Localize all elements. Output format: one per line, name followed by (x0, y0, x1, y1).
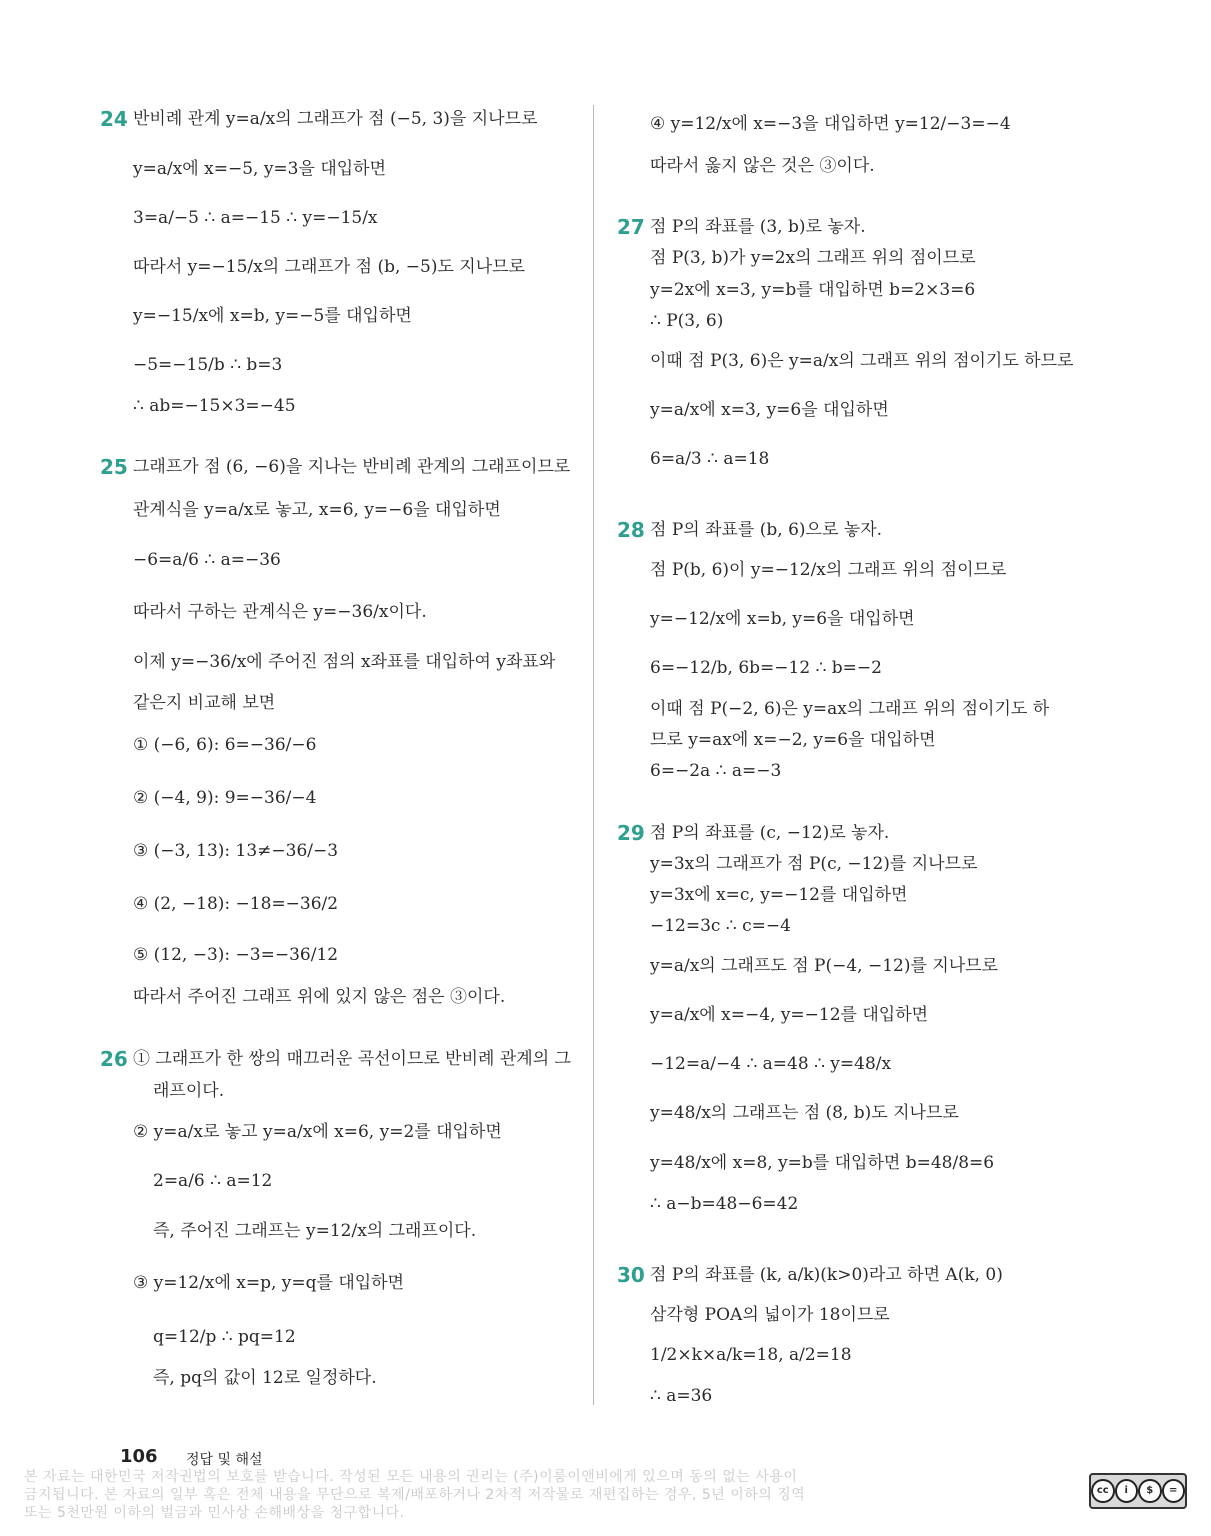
solution-line: 6=−12/b, 6b=−12 ∴ b=−2 (650, 658, 882, 678)
solution-line: 점 P의 좌표를 (3, b)로 놓자. (650, 217, 866, 237)
solution-line: 점 P(3, b)가 y=2x의 그래프 위의 점이므로 (650, 248, 976, 268)
solution-line: 점 P(b, 6)이 y=−12/x의 그래프 위의 점이므로 (650, 560, 1007, 580)
problem-number: 25 (100, 455, 128, 479)
solution-line: ③ y=12/x에 x=p, y=q를 대입하면 (133, 1273, 405, 1293)
by-icon: i (1115, 1479, 1139, 1503)
solution-line: ∴ a=36 (650, 1386, 713, 1406)
copyright-notice-line-1: 본 자료는 대한민국 저작권법의 보호를 받습니다. 작성된 모든 내용의 권리는 (주)이룸이앤비에게 있으며 동의 없는 사용이 (24, 1469, 798, 1485)
solution-line: 이때 점 P(−2, 6)은 y=ax의 그래프 위의 점이기도 하 (650, 699, 1050, 719)
solution-line: 3=a/−5 ∴ a=−15 ∴ y=−15/x (133, 208, 378, 228)
cc-icon: cc (1091, 1479, 1115, 1503)
problem-number: 26 (100, 1047, 128, 1071)
solution-line: 2=a/6 ∴ a=12 (153, 1171, 273, 1191)
solution-line: 따라서 구하는 관계식은 y=−36/x이다. (133, 602, 427, 622)
page-number: 106 (120, 1446, 158, 1467)
solution-line: y=a/x에 x=3, y=6을 대입하면 (650, 400, 889, 420)
solution-line: 점 P의 좌표를 (k, a/k)(k>0)라고 하면 A(k, 0) (650, 1265, 1003, 1285)
solution-line: ∴ P(3, 6) (650, 311, 724, 331)
solution-line: −12=3c ∴ c=−4 (650, 916, 791, 936)
solution-line: y=3x에 x=c, y=−12를 대입하면 (650, 885, 908, 905)
solution-line: y=3x의 그래프가 점 P(c, −12)를 지나므로 (650, 854, 978, 874)
nc-icon: $ (1138, 1479, 1162, 1503)
solution-line: 래프이다. (153, 1081, 225, 1101)
solution-line: −12=a/−4 ∴ a=48 ∴ y=48/x (650, 1054, 892, 1074)
solution-line: 6=−2a ∴ a=−3 (650, 761, 782, 781)
problem-number: 29 (617, 821, 645, 845)
solution-line: y=−15/x에 x=b, y=−5를 대입하면 (133, 306, 412, 326)
page-section-label: 정답 및 해설 (186, 1452, 263, 1468)
solution-line: ② y=a/x로 놓고 y=a/x에 x=6, y=2를 대입하면 (133, 1122, 502, 1142)
solution-line: ③ (−3, 13): 13≠−36/−3 (133, 841, 339, 861)
solution-line: y=a/x에 x=−5, y=3을 대입하면 (133, 159, 387, 179)
solution-line: y=48/x의 그래프는 점 (8, b)도 지나므로 (650, 1103, 959, 1123)
solution-line: ∴ ab=−15×3=−45 (133, 396, 296, 416)
solution-line: ② (−4, 9): 9=−36/−4 (133, 788, 317, 808)
solution-line: 따라서 y=−15/x의 그래프가 점 (b, −5)도 지나므로 (133, 257, 525, 277)
solution-line: y=−12/x에 x=b, y=6을 대입하면 (650, 609, 915, 629)
solution-line: 따라서 옳지 않은 것은 ③이다. (650, 156, 875, 176)
solution-line: ① (−6, 6): 6=−36/−6 (133, 735, 317, 755)
solution-line: −6=a/6 ∴ a=−36 (133, 550, 281, 570)
solution-line: 6=a/3 ∴ a=18 (650, 449, 770, 469)
solution-line: 삼각형 POA의 넓이가 18이므로 (650, 1305, 890, 1325)
solution-line: ∴ a−b=48−6=42 (650, 1194, 799, 1214)
nd-icon: = (1162, 1479, 1186, 1503)
solution-line: 점 P의 좌표를 (b, 6)으로 놓자. (650, 520, 883, 540)
solution-line: 즉, pq의 값이 12로 일정하다. (153, 1368, 377, 1388)
solution-line: y=a/x의 그래프도 점 P(−4, −12)를 지나므로 (650, 956, 999, 976)
problem-number: 27 (617, 215, 645, 239)
solution-line: 즉, 주어진 그래프는 y=12/x의 그래프이다. (153, 1221, 477, 1241)
creative-commons-badge (1089, 1473, 1187, 1509)
problem-number: 24 (100, 107, 128, 131)
solution-line: ① 그래프가 한 쌍의 매끄러운 곡선이므로 반비례 관계의 그 (133, 1049, 571, 1069)
solution-line: ⑤ (12, −3): −3=−36/12 (133, 945, 339, 965)
solution-line: 같은지 비교해 보면 (133, 693, 276, 713)
solution-line: 점 P의 좌표를 (c, −12)로 놓자. (650, 823, 890, 843)
solution-line: y=48/x에 x=8, y=b를 대입하면 b=48/8=6 (650, 1153, 995, 1173)
solution-line: y=a/x에 x=−4, y=−12를 대입하면 (650, 1005, 929, 1025)
solution-line: 따라서 주어진 그래프 위에 있지 않은 점은 ③이다. (133, 987, 506, 1007)
copyright-notice-line-2: 금지됩니다. 본 자료의 일부 혹은 전체 내용을 무단으로 복제/배포하거나 2차적 저작물로 재편집하는 경우, 5년 이하의 징역 (24, 1487, 806, 1503)
solution-line: 그래프가 점 (6, −6)을 지나는 반비례 관계의 그래프이므로 (133, 457, 571, 477)
problem-number: 28 (617, 518, 645, 542)
solution-line: ④ y=12/x에 x=−3을 대입하면 y=12/−3=−4 (650, 114, 1011, 134)
problem-number: 30 (617, 1263, 645, 1287)
solution-line: 반비례 관계 y=a/x의 그래프가 점 (−5, 3)을 지나므로 (133, 109, 538, 129)
solution-line: ④ (2, −18): −18=−36/2 (133, 894, 339, 914)
solution-line: 이제 y=−36/x에 주어진 점의 x좌표를 대입하여 y좌표와 (133, 652, 556, 672)
solution-line: 관계식을 y=a/x로 놓고, x=6, y=−6을 대입하면 (133, 500, 501, 520)
column-divider (593, 105, 594, 1405)
solution-line: 이때 점 P(3, 6)은 y=a/x의 그래프 위의 점이기도 하므로 (650, 351, 1074, 371)
solution-line: y=2x에 x=3, y=b를 대입하면 b=2×3=6 (650, 280, 976, 300)
solution-line: 1/2×k×a/k=18, a/2=18 (650, 1345, 852, 1365)
solution-line: 므로 y=ax에 x=−2, y=6을 대입하면 (650, 730, 936, 750)
solution-line: q=12/p ∴ pq=12 (153, 1327, 296, 1347)
copyright-notice-line-3: 또는 5천만원 이하의 벌금과 민사상 손해배상을 청구합니다. (24, 1505, 405, 1521)
solution-line: −5=−15/b ∴ b=3 (133, 355, 283, 375)
